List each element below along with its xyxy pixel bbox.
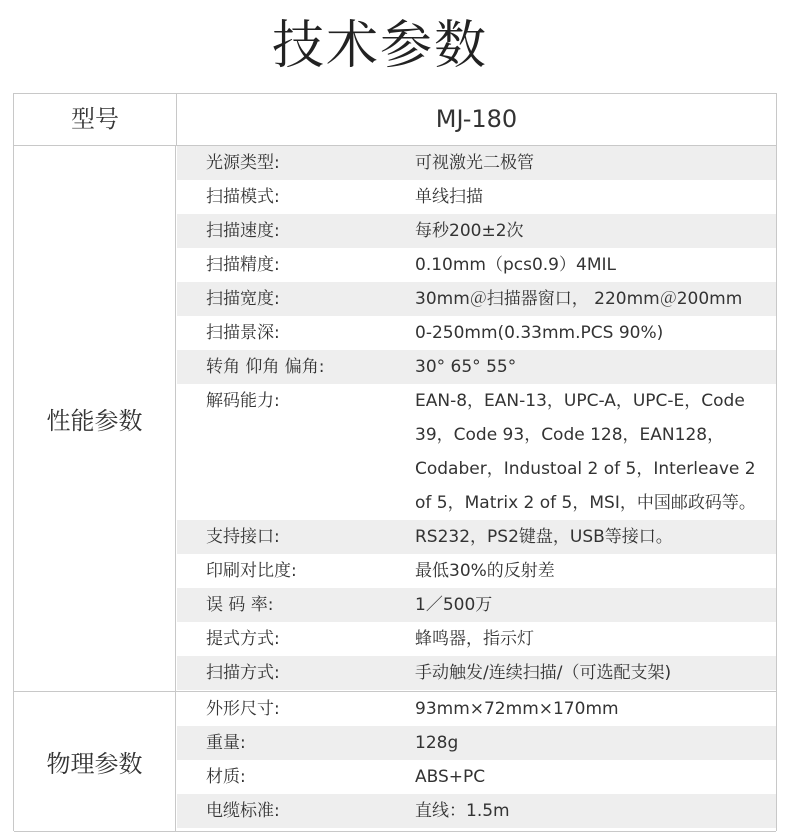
spec-value: 手动触发/连续扫描/（可选配支架) (415, 663, 672, 683)
spec-label: 扫描精度: (206, 255, 280, 275)
spec-row (177, 726, 776, 760)
spec-label: 扫描宽度: (206, 289, 280, 309)
spec-value: 可视激光二极管 (415, 153, 534, 173)
spec-row (177, 554, 776, 588)
spec-label: 提式方式: (206, 629, 280, 649)
spec-label: 扫描模式: (206, 187, 280, 207)
spec-value: ABS+PC (415, 767, 486, 787)
model-label: 型号 (14, 94, 177, 145)
spec-row (177, 282, 776, 316)
spec-label: 重量: (206, 733, 246, 753)
spec-value: EAN-8，EAN-13，UPC-A，UPC-E，Code 39，Code 93，Code 128，EAN128，Codaber，Industoal 2 of 5，Interleave 2 of 5，Matrix 2 of 5，MSI，中国邮政码等。 (415, 391, 756, 513)
performance-rows (177, 146, 776, 690)
spec-row (177, 316, 776, 350)
page-title: 技术参数 (271, 16, 488, 76)
model-row (14, 94, 776, 146)
spec-value: 0.10mm（pcs0.9）4MIL (415, 255, 616, 275)
spec-row (177, 214, 776, 248)
spec-label: 支持接口: (206, 527, 280, 547)
spec-row (177, 656, 776, 690)
model-value: MJ-180 (435, 105, 518, 133)
spec-row (177, 146, 776, 180)
spec-label: 印刷对比度: (206, 561, 297, 581)
spec-row (177, 248, 776, 282)
spec-row (177, 520, 776, 554)
spec-value: 每秒200±2次 (415, 221, 524, 241)
group-label-physical: 物理参数 (14, 692, 176, 831)
spec-value: 93mm×72mm×170mm (415, 699, 619, 719)
spec-value: 1／500万 (415, 595, 493, 615)
spec-row (177, 622, 776, 656)
group-label-performance: 性能参数 (14, 146, 176, 691)
spec-row (177, 588, 776, 622)
spec-value: 128g (415, 733, 459, 753)
spec-label: 解码能力: (206, 391, 280, 411)
physical-rows (177, 692, 776, 828)
spec-table (13, 93, 777, 831)
spec-row (177, 794, 776, 828)
spec-value: 最低30%的反射差 (415, 561, 555, 581)
spec-value: 蜂鸣器，指示灯 (415, 629, 534, 649)
spec-value: RS232，PS2键盘，USB等接口。 (415, 527, 673, 547)
spec-row (177, 350, 776, 384)
spec-label: 电缆标准: (206, 801, 280, 821)
spec-row (177, 692, 776, 726)
physical-group (14, 692, 776, 832)
spec-label: 材质: (206, 767, 246, 787)
spec-value: 单线扫描 (415, 187, 483, 207)
spec-value: 30mm＠扫描器窗口， 220mm＠200mm (415, 289, 743, 309)
spec-label: 扫描景深: (206, 323, 280, 343)
spec-row (177, 180, 776, 214)
spec-value: 直线：1.5m (415, 801, 510, 821)
spec-value: 0-250mm(0.33mm.PCS 90%) (415, 323, 664, 343)
spec-row (177, 384, 776, 520)
spec-label: 转角 仰角 偏角: (206, 357, 325, 377)
spec-label: 外形尺寸: (206, 699, 280, 719)
spec-label: 光源类型: (206, 153, 280, 173)
performance-group (14, 146, 776, 692)
spec-value: 30° 65° 55° (415, 357, 517, 377)
spec-label: 扫描方式: (206, 663, 280, 683)
spec-label: 扫描速度: (206, 221, 280, 241)
spec-label: 误 码 率: (206, 595, 274, 615)
spec-row (177, 760, 776, 794)
